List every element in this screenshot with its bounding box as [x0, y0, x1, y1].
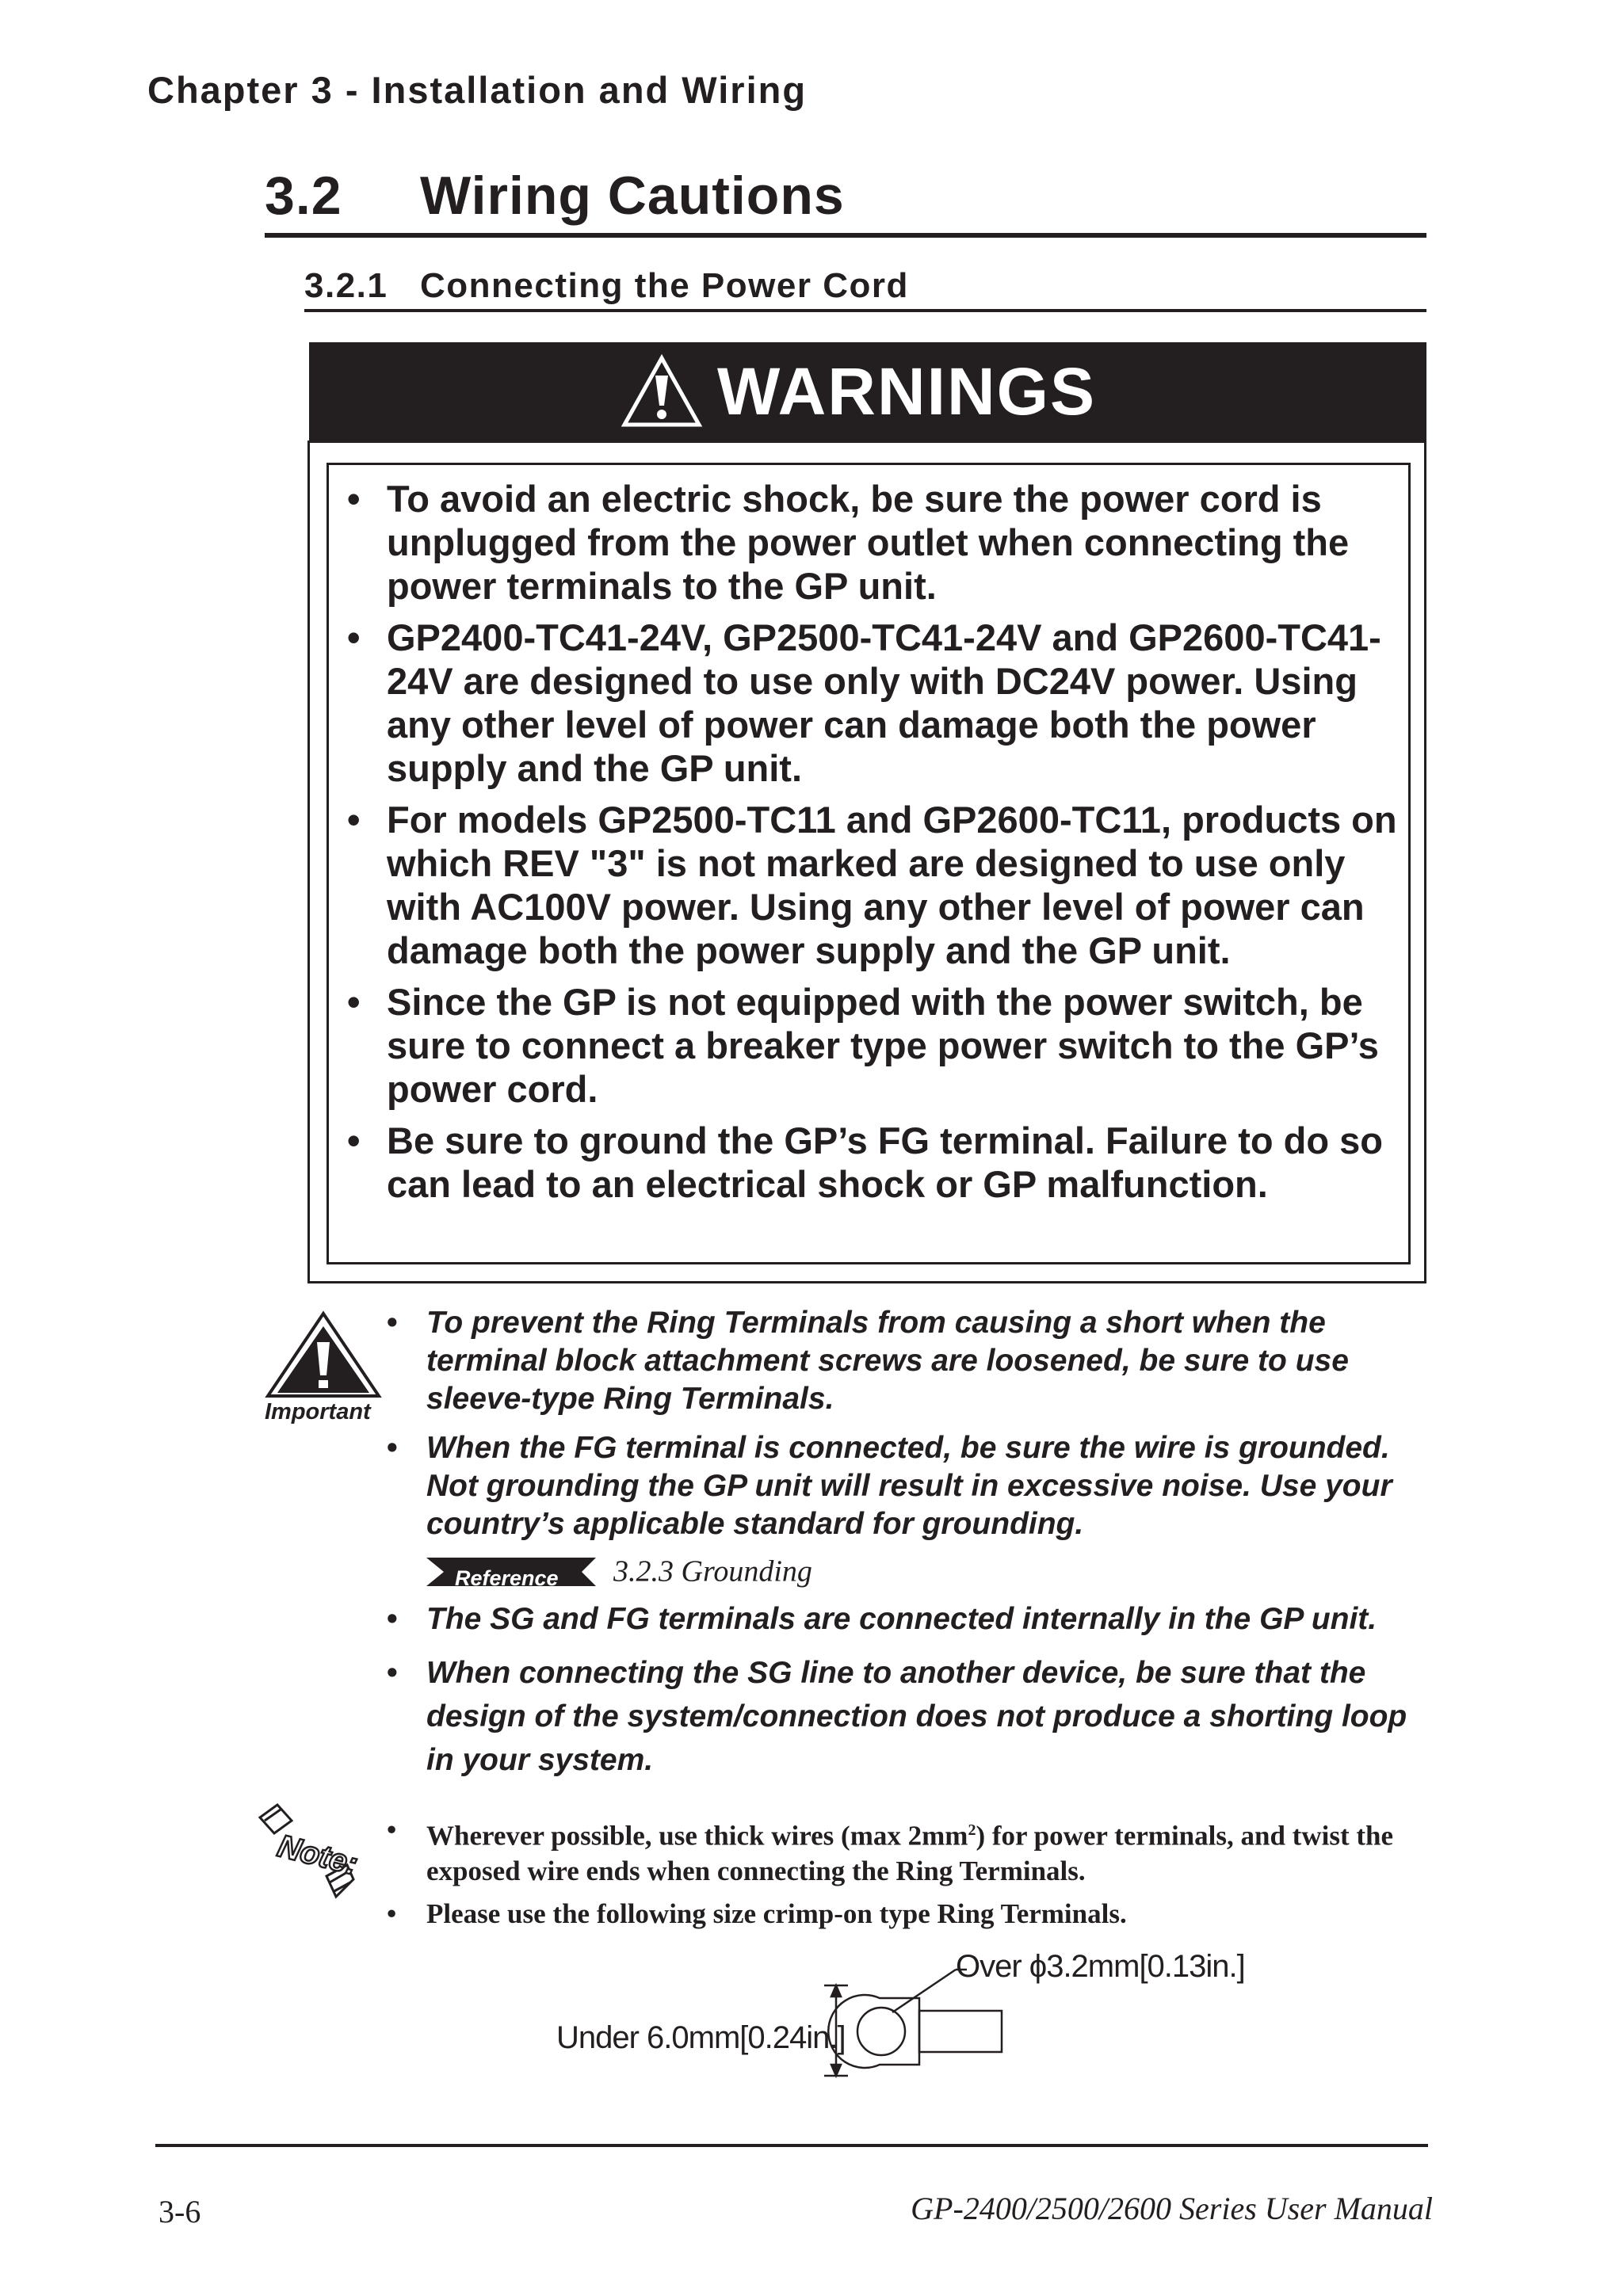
reference-badge-label: Reference: [455, 1566, 559, 1590]
warnings-list: [344, 477, 1406, 1214]
reference-line: [380, 1551, 1434, 1588]
warnings-title: WARNINGS: [717, 353, 1096, 429]
note-item: • Please use the following size crimp-on type Ring Terminals.: [380, 1897, 1434, 1932]
note-label: Note:: [274, 1829, 361, 1882]
subsection-title: [304, 266, 909, 306]
important-list: [380, 1304, 1434, 1782]
ring-width-label: Under 6.0mm[0.24in.]: [556, 2020, 846, 2055]
important-item: • When the FG terminal is connected, be sure the wire is grounded. Not grounding the GP unit will result in excessive noise. Use your country’s applicable standard for grounding.: [380, 1429, 1434, 1543]
warning-item: • Since the GP is not equipped with the power switch, be sure to connect a breaker type power switch to the GP’s power cord.: [344, 980, 1406, 1111]
important-label: Important: [265, 1399, 371, 1425]
reference-badge: [426, 1558, 596, 1590]
important-icon: [263, 1310, 384, 1429]
subsection-title-text: Connecting the Power Cord: [420, 266, 909, 305]
note-pencil-icon: [254, 1803, 365, 1906]
warning-item: • GP2400-TC41-24V, GP2500-TC41-24V and GP2600-TC41-24V are designed to use only with DC24V power. Using any other level of power can damage both the power supply and the GP unit.: [344, 616, 1406, 790]
reference-link[interactable]: 3.2.3 Grounding: [613, 1554, 812, 1589]
warnings-header: [309, 342, 1426, 441]
subsection-rule: [304, 309, 1426, 312]
section-rule: [265, 233, 1426, 238]
footer-rule: [155, 2144, 1428, 2147]
note-superscript: 2: [968, 1821, 976, 1839]
manual-title: GP-2400/2500/2600 Series User Manual: [911, 2191, 1433, 2226]
chapter-header: Chapter 3 - Installation and Wiring: [147, 69, 808, 111]
important-item: • To prevent the Ring Terminals from causing a short when the terminal block attachment screws are loosened, be sure to use sleeve-type Ring Terminals.: [380, 1304, 1434, 1418]
warning-item: • For models GP2500-TC11 and GP2600-TC11, products on which REV "3" is not marked are designed to use only with AC100V power. Using any other level of power can damage both the power supply and the GP unit.: [344, 798, 1406, 972]
section-title-text: Wiring Cautions: [420, 166, 845, 226]
subsection-number: 3.2.1: [304, 266, 388, 305]
important-item: • The SG and FG terminals are connected internally in the GP unit.: [380, 1600, 1434, 1638]
warning-triangle-icon: [621, 353, 703, 429]
important-item: • When connecting the SG line to another device, be sure that the design of the system/connection does not produce a shorting loop in your system.: [380, 1651, 1434, 1782]
note-list: [380, 1813, 1434, 1939]
page-number: 3-6: [158, 2194, 201, 2229]
warning-item: • Be sure to ground the GP’s FG terminal. Failure to do so can lead to an electrical shock or GP malfunction.: [344, 1119, 1406, 1206]
section-title: [265, 165, 845, 227]
ring-hole-diameter-label: Over ϕ3.2mm[0.13in.]: [956, 1949, 1245, 1984]
note-item: [380, 1813, 1434, 1889]
warning-item: • To avoid an electric shock, be sure the power cord is unplugged from the power outlet when connecting the power terminals to the GP unit.: [344, 477, 1406, 608]
note-item-text: Wherever possible, use thick wires (max 2mm: [426, 1820, 968, 1852]
section-number: 3.2: [265, 166, 342, 226]
note-icon: [254, 1803, 365, 1906]
note-item-text: ) for power terminals, and twist the exposed wire ends when connecting the Ring Terminals.: [426, 1820, 1394, 1886]
important-exclamation-icon: [263, 1310, 384, 1399]
